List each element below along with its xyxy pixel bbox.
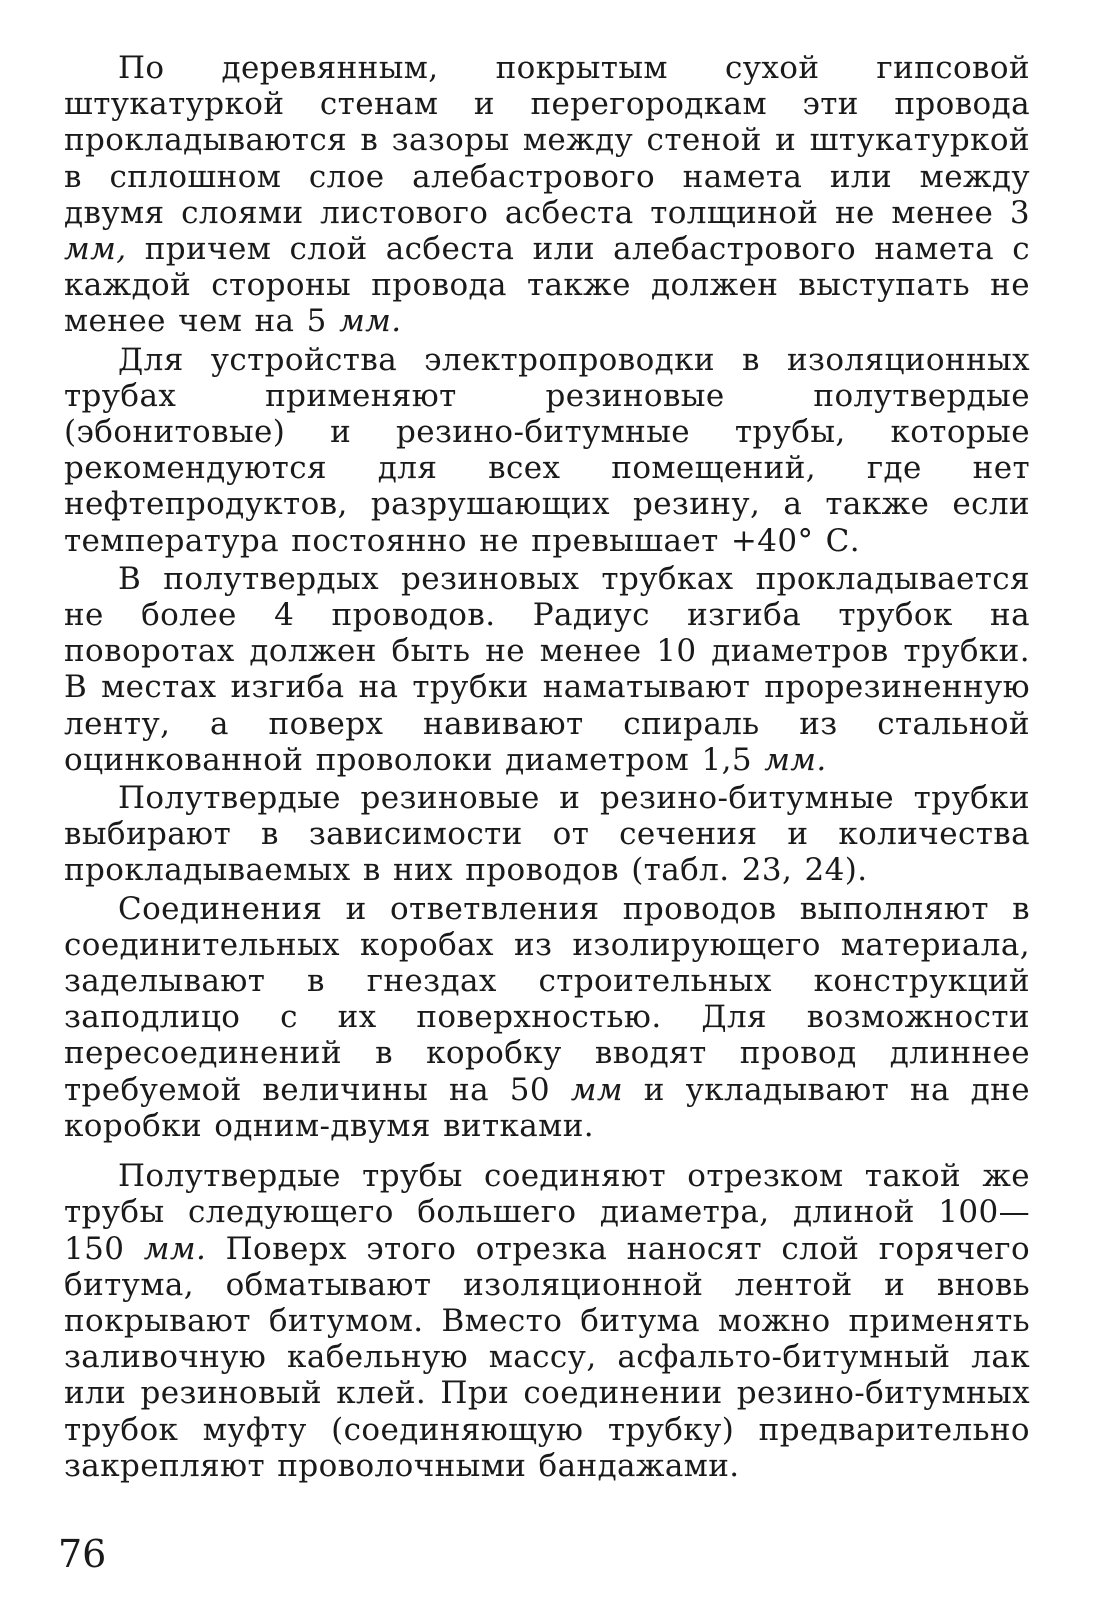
paragraph-1-unit-2: мм. [339,303,402,340]
page-number: 76 [58,1532,107,1576]
paragraph-3 [64,561,1030,778]
paragraph-1-text-2: причем слой асбеста или алебастрового намета с каждой стороны провода также должен выступать не менее чем на 5 [64,231,1030,340]
paragraph-3-unit-1: мм. [764,741,827,778]
paragraph-6-text-2: Поверх этого отрезка наносят слой горячего битума, обматывают изоляционной лентой и вновь покрывают битумом. Вместо битума можно применять заливочную кабельную массу, асфальто-битумный лак или резиновый клей. При соединении резино-битумных трубок муфту (соединяющую трубку) предварительно закрепляют проволочными бандажами. [64,1230,1031,1484]
paragraph-5-text-1: Соединения и ответвления проводов выполняют в соединительных коробах из изолирующего материала, заделывают в гнездах строительных конструкций заподлицо с их поверхностью. Для возможности пересоединений в коробку вводят провод длиннее требуемой величины на 50 [64,890,1030,1108]
paragraph-5-unit-1: мм [570,1071,623,1108]
page-body [64,50,1030,1484]
paragraph-4-text-1: Полутвердые резиновые и резино-битумные трубки выбирают в зависимости от сечения и количества прокладываемых в них проводов (табл. 23, 24). [64,780,1030,889]
paragraph-1 [64,50,1030,340]
paragraph-2-text-1: Для устройства электропроводки в изоляционных трубах применяют резиновые полутвердые (эбонитовые) и резино-битумные трубы, которые рекомендуются для всех помещений, где нет нефтепродуктов, разрушающих резину, а также если температура постоянно не превышает +40° С. [64,341,1030,559]
paragraph-4 [64,780,1030,889]
paragraph-1-unit-1: мм, [64,231,127,268]
paragraph-6-unit-1: мм. [143,1230,207,1267]
paragraph-6 [64,1158,1030,1484]
paragraph-3-text-1: В полутвердых резиновых трубках прокладывается не более 4 проводов. Радиус изгиба трубок на поворотах должен быть не менее 10 диаметров трубки. В местах изгиба на трубки наматывают прорезиненную ленту, а поверх навивают спираль из стальной оцинкованной проволоки диаметром 1,5 [64,560,1030,778]
paragraph-5-text-2: и укладывают на дне коробки одним-двумя витками. [64,1071,1030,1144]
paragraph-6-text-1: Полутвердые трубы соединяют отрезком такой же трубы следующего большего диаметра, длиной 100—150 [64,1158,1030,1267]
paragraph-5 [64,891,1030,1144]
paragraph-2 [64,342,1030,559]
paragraph-1-text-1: По деревянным, покрытым сухой гипсовой штукатуркой стенам и перегородкам эти провода прокладываются в зазоры между стеной и штукатуркой в сплошном слое алебастрового намета или между двумя слоями листового асбеста толщиной не менее 3 [64,50,1030,231]
